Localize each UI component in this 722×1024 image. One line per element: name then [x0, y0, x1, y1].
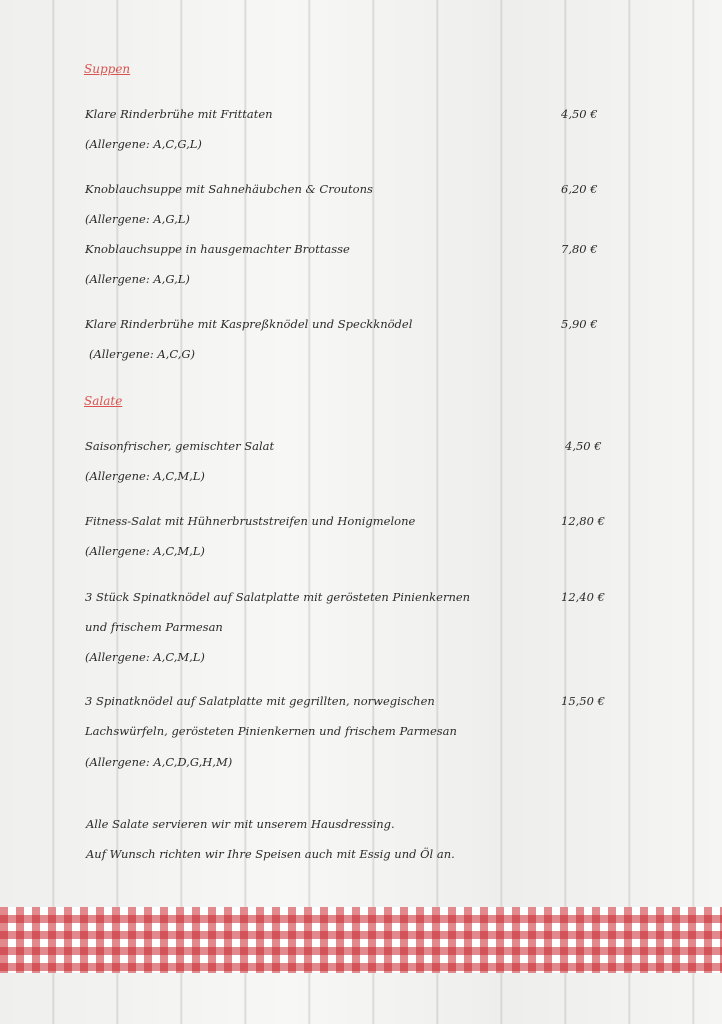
menu-item-name: Saisonfrischer, gemischter Salat [85, 439, 275, 453]
menu-item-allergens: (Allergene: A,C,M,L) [85, 544, 205, 558]
menu-item-allergens: (Allergene: A,G,L) [85, 212, 190, 226]
menu-item-name-line2: und frischem Parmesan [85, 620, 223, 634]
menu-item-name: Knoblauchsuppe mit Sahnehäubchen & Croutons [85, 182, 373, 196]
gingham-border [0, 907, 722, 973]
menu-item-price: 12,40 € [561, 590, 605, 604]
menu-item-allergens: (Allergene: A,G,L) [85, 272, 190, 286]
menu-item-allergens: (Allergene: A,C,M,L) [85, 650, 205, 664]
menu-item-price: 12,80 € [561, 514, 605, 528]
menu-item-name: 3 Stück Spinatknödel auf Salatplatte mit gerösteten Pinienkernen [85, 590, 471, 604]
menu-item-price: 4,50 € [561, 107, 598, 121]
menu-item-allergens: (Allergene: A,C,M,L) [85, 469, 205, 483]
menu-item-name: Klare Rinderbrühe mit Kaspreßknödel und Speckknödel [85, 317, 413, 331]
menu-item-allergens: (Allergene: A,C,D,G,H,M) [85, 755, 233, 769]
menu-item-price: 15,50 € [561, 694, 605, 708]
menu-item-name: 3 Spinatknödel auf Salatplatte mit gegrillten, norwegischen [85, 694, 435, 708]
section-title-salate: Salate [84, 394, 123, 408]
menu-item-name: Klare Rinderbrühe mit Frittaten [85, 107, 273, 121]
menu-item-allergens: (Allergene: A,C,G) [89, 347, 196, 361]
menu-item-name: Fitness-Salat mit Hühnerbruststreifen und Honigmelone [85, 514, 416, 528]
menu-item-allergens: (Allergene: A,C,G,L) [85, 137, 202, 151]
section-title-suppen: Suppen [84, 62, 131, 76]
note-dressing: Alle Salate servieren wir mit unserem Hausdressing. [86, 817, 395, 831]
menu-item-name: Knoblauchsuppe in hausgemachter Brottasse [85, 242, 350, 256]
menu-item-price: 4,50 € [565, 439, 602, 453]
menu-item-price: 6,20 € [561, 182, 598, 196]
menu-item-price: 7,80 € [561, 242, 598, 256]
menu-item-price: 5,90 € [561, 317, 598, 331]
note-oil-vinegar: Auf Wunsch richten wir Ihre Speisen auch mit Essig und Öl an. [86, 847, 455, 861]
menu-item-name-line2: Lachswürfeln, gerösteten Pinienkernen und frischem Parmesan [85, 724, 457, 738]
